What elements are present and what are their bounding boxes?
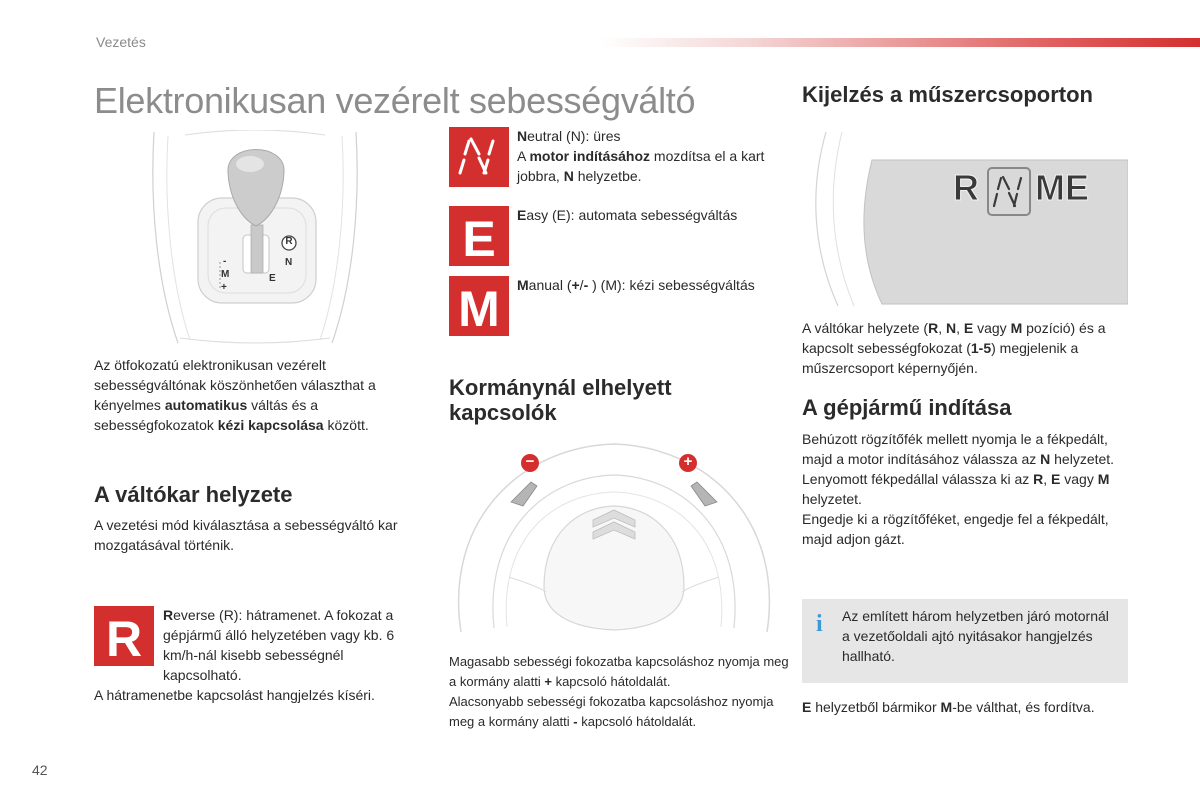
display-description: A váltókar helyzete (R, N, E vagy M pozíció) és a kapcsolt sebességfokozat (1-5) megjelenik a műszercsoport képernyőjén. — [802, 320, 1106, 376]
info-box — [802, 599, 1128, 683]
page-number: 42 — [32, 762, 48, 778]
display-n-letter: N — [1008, 212, 1010, 214]
easy-letter: E — [462, 211, 496, 266]
lever-position-heading: A váltókar helyzete — [94, 482, 293, 507]
paddle-plus-icon: + — [683, 453, 693, 470]
manual-letter: M — [458, 281, 500, 336]
start-description: Behúzott rögzítőfék mellett nyomja le a fékpedált, majd a motor indításához válassza az N helyzetet. Lenyomott fékpedállal válassza ki az R, E vagy M helyzetet. Engedje ki a rögzítőféket, engedje fel a fékpedált, majd adjon gázt. — [802, 431, 1115, 547]
start-heading: A gépjármű indítása — [802, 395, 1012, 420]
neutral-letter: N — [478, 170, 480, 172]
neutral-description: Neutral (N): üres A motor indításához mozdítsa el a kart jobbra, N helyzetbe. — [517, 128, 765, 184]
section-label: Vezetés — [96, 34, 146, 50]
display-r-letter: R — [953, 167, 979, 208]
reverse-letter: R — [105, 611, 143, 666]
intro-paragraph: Az ötfokozatú elektronikusan vezérelt sebességváltónak köszönhetően választhat a kényelmes automatikus váltás és a sebességfokozatok kézi kapcsolása között. — [94, 357, 376, 433]
shifter-label-plus: + — [221, 282, 227, 293]
display-me-letters: ME — [1035, 167, 1089, 208]
shifter-label-n: N — [285, 257, 293, 268]
shifter-label-m: M — [221, 269, 230, 280]
easy-badge — [449, 206, 509, 266]
header-accent-bar — [600, 38, 1200, 47]
neutral-badge — [449, 127, 509, 187]
manual-badge — [449, 276, 509, 336]
easy-description: Easy (E): automata sebességváltás — [517, 207, 738, 223]
paddles-heading: Kormánynál elhelyett kapcsolók — [449, 375, 672, 425]
reverse-note: A hátramenetbe kapcsolást hangjelzés kíséri. — [94, 687, 375, 703]
display-heading: Kijelzés a műszercsoporton — [802, 82, 1093, 107]
manual-description: Manual (+/- ) (M): kézi sebességváltás — [517, 277, 755, 293]
shifter-label-minus: - — [223, 256, 227, 267]
info-text: Az említett három helyzetben járó motornál a vezetőoldali ajtó nyitásakor hangjelzés hallható. — [842, 608, 1109, 664]
reverse-description: Reverse (R): hátramenet. A fokozat a gépjármű álló helyzetében vagy kb. 6 km/h-nál kisebb sebességnél kapcsolható. — [163, 607, 395, 683]
mode-switch-note: E helyzetből bármikor M-be válthat, és fordítva. — [802, 699, 1095, 715]
lever-position-body: A vezetési mód kiválasztása a sebességváltó kar mozgatásával történik. — [94, 517, 398, 553]
cluster-display-illustration — [802, 128, 1128, 308]
reverse-badge — [94, 606, 154, 666]
shifter-label-e: E — [269, 273, 276, 284]
shifter-label-r: R — [285, 236, 293, 247]
steering-wheel-illustration — [449, 432, 779, 637]
gear-shifter-illustration — [150, 130, 360, 345]
paddle-minus-icon: − — [525, 453, 535, 470]
paddles-description: Magasabb sebességi fokozatba kapcsoláshoz nyomja meg a kormány alatti + kapcsoló hátoldalát. Alacsonyabb sebességi fokozatba kapcsoláshoz nyomja meg a kormány alatti - kapcsoló hátoldalát. — [449, 654, 789, 729]
info-icon: i — [816, 611, 823, 637]
page-title: Elektronikusan vezérelt sebességváltó — [94, 80, 696, 121]
